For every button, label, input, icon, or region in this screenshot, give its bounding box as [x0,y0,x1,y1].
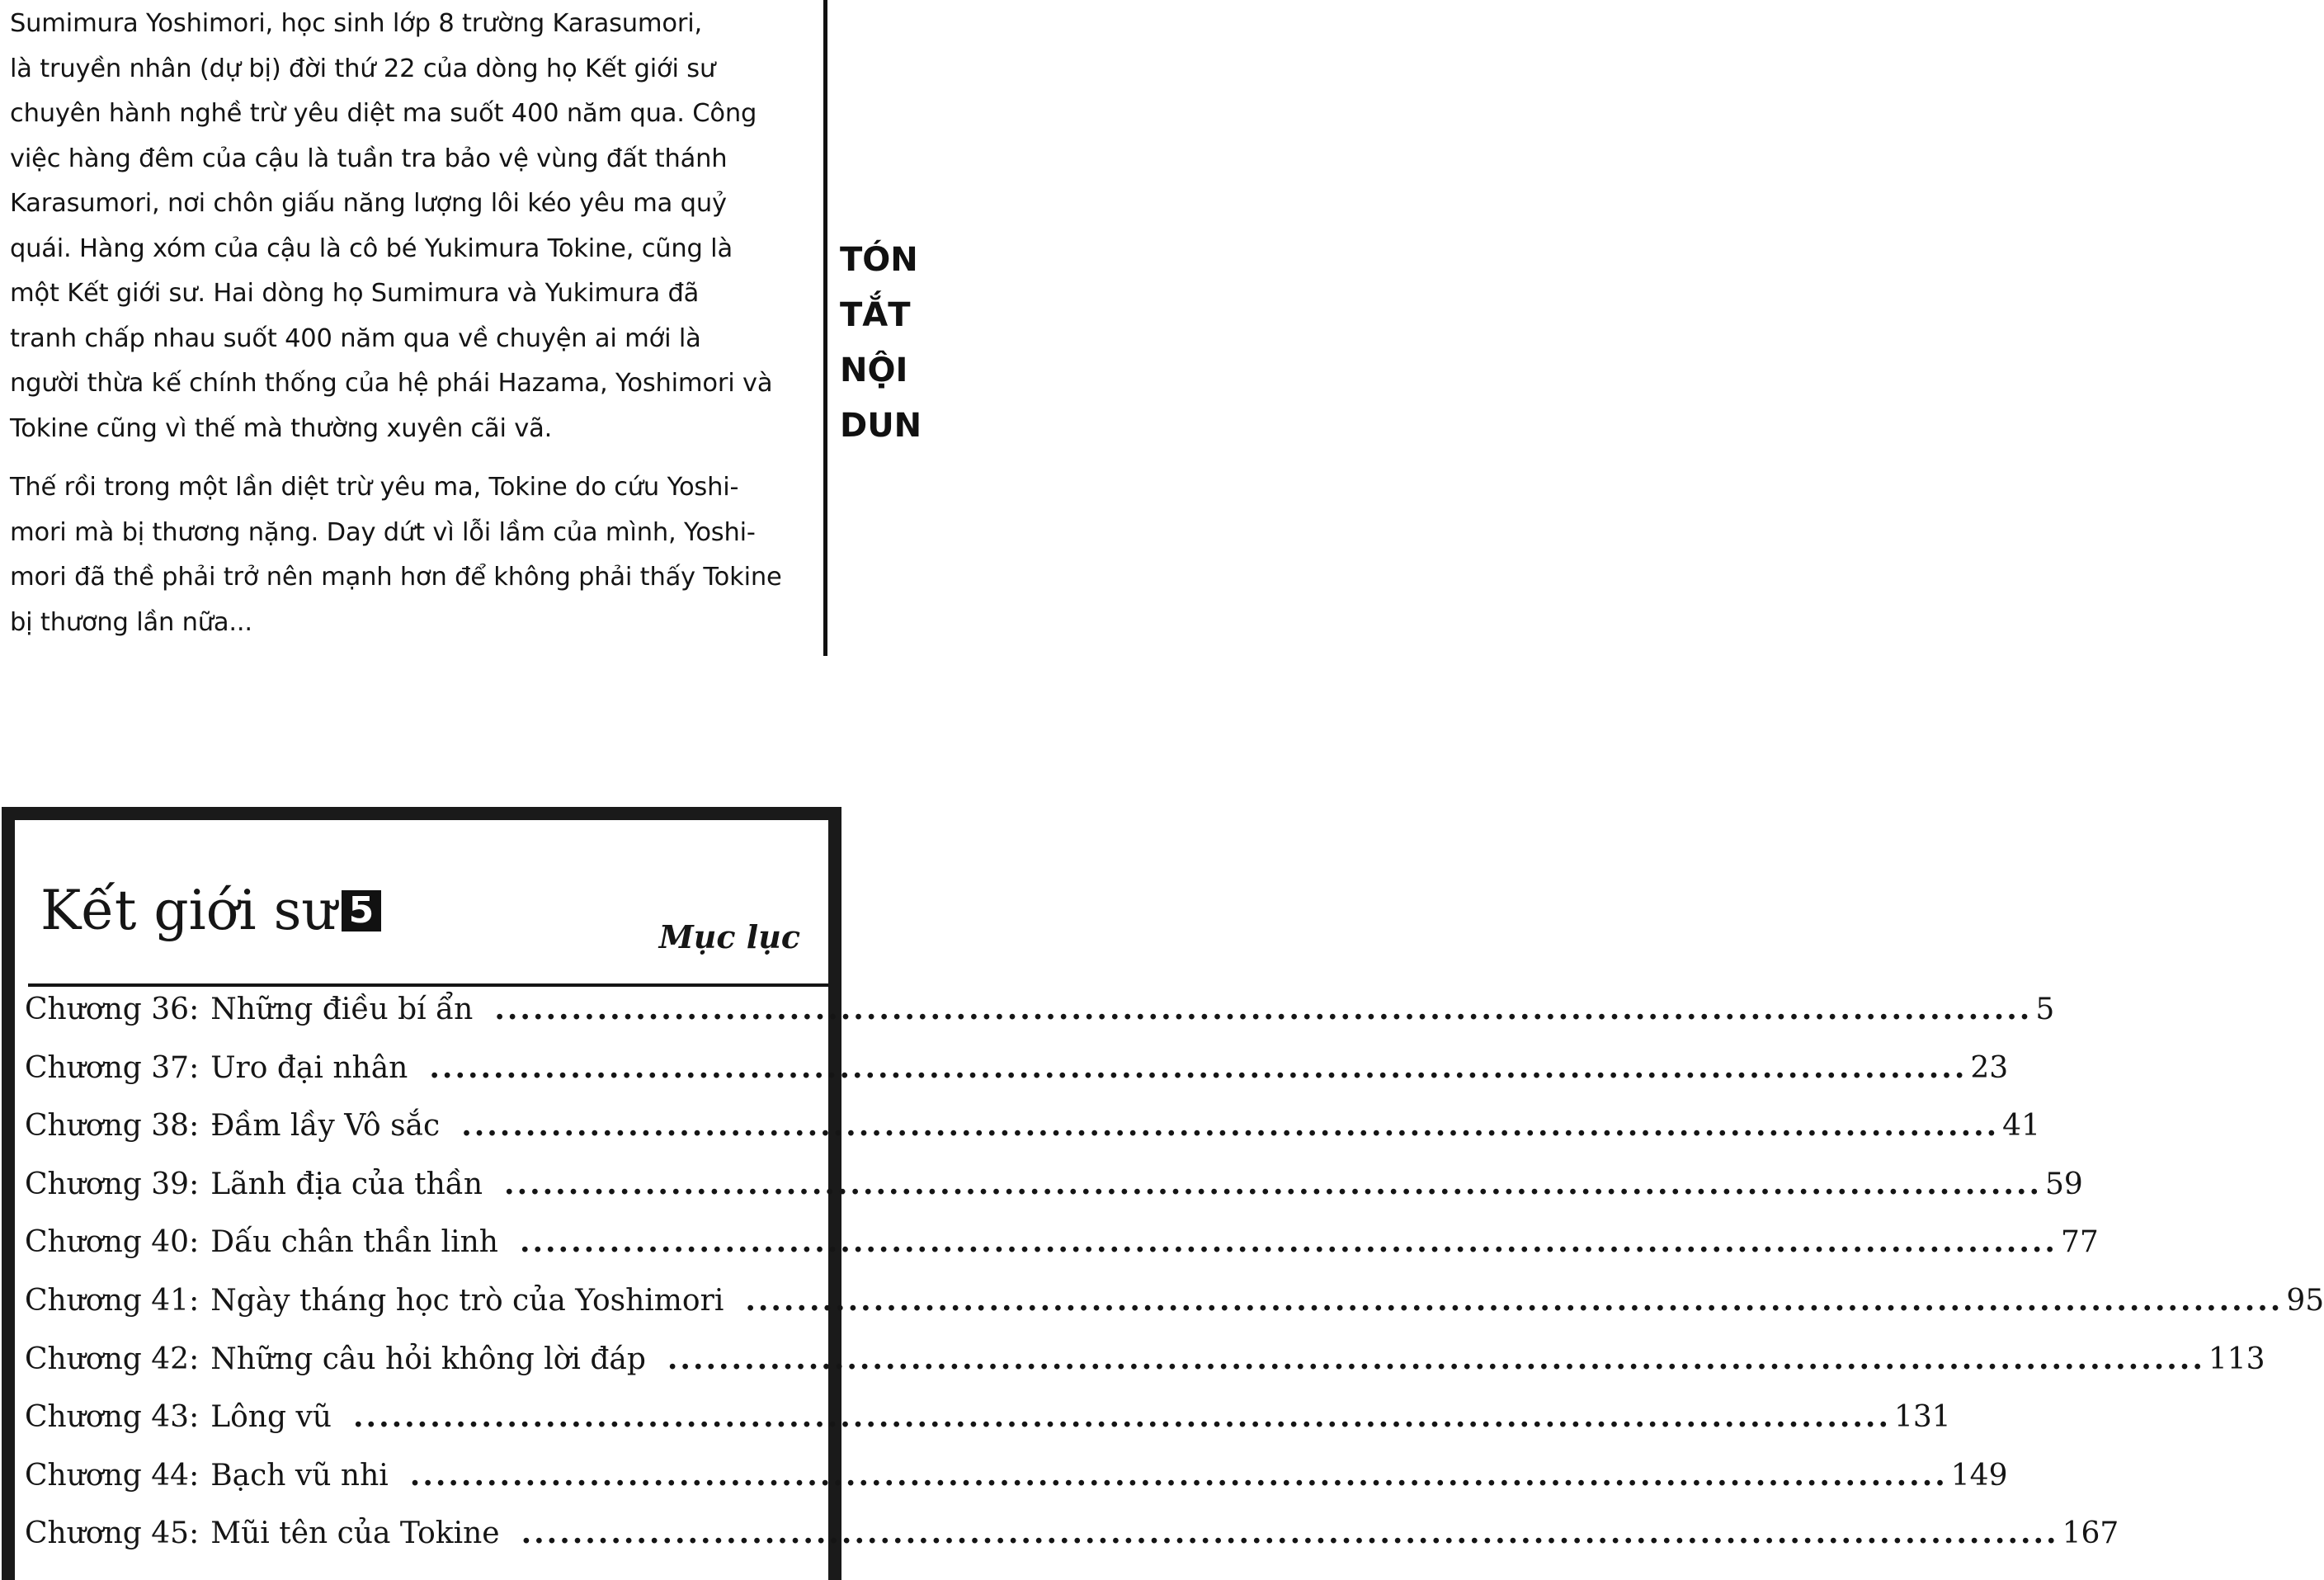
chapter-list [25,992,2324,1574]
chapter-number: Chương 38 [25,1109,190,1144]
chapter-row [25,992,2055,1050]
chapter-number: Chương 37 [25,1050,190,1085]
chapter-page: 59 [2045,1167,2083,1201]
chapter-number: Chương 40 [25,1225,190,1260]
leader-dots [410,1458,1948,1493]
summary-line: tranh chấp nhau suốt 400 năm qua về chuyện ai mới là [10,323,701,353]
chapter-title: Mũi tên của Tokine [210,1516,500,1551]
chapter-title: Ngày tháng học trò của Yoshimori [210,1283,724,1318]
chapter-row [25,1167,2083,1225]
book-title-text: Kết giới sư [40,879,337,942]
chapter-separator: : [189,1400,200,1435]
chapter-separator: : [189,993,200,1026]
summary-line: Thế rồi trong một lần diệt trừ yêu ma, Tokine do cứu Yoshi- [10,473,739,502]
side-heading-line: NỘI [840,351,908,389]
chapter-separator: : [189,1342,200,1376]
summary-line: mori đã thề phải trở nên mạnh hơn để không phải thấy Tokine [10,563,782,592]
chapter-page: 113 [2208,1342,2265,1376]
chapter-title: Những câu hỏi không lời đáp [210,1342,646,1376]
chapter-page: 167 [2062,1516,2119,1551]
summary-paragraph-1 [10,2,823,451]
leader-dots [504,1167,2042,1201]
chapter-title: Uro đại nhân [210,1050,408,1085]
leader-dots [521,1516,2059,1550]
chapter-title: Lông vũ [210,1400,332,1435]
summary-line: bị thương lần nữa... [10,607,252,637]
chapter-number: Chương 41 [25,1283,190,1318]
summary-paragraph-2 [10,465,823,645]
summary-line: là truyền nhân (dự bị) đời thứ 22 của dòng họ Kết giới sư [10,54,716,83]
side-heading-line: TÓN [840,241,918,279]
summary-line: Karasumori, nơi chôn giấu năng lượng lôi kéo yêu ma quỷ [10,189,727,218]
chapter-number: Chương 45 [25,1516,190,1551]
toc-heading: Mục lục [658,918,800,955]
chapter-row [25,1516,2119,1574]
book-title [40,878,381,944]
summary-line: một Kết giới sư. Hai dòng họ Sumimura và Yukimura đã [10,279,700,308]
table-of-contents [2,807,2324,1580]
summary-line: mori mà bị thương nặng. Day dứt vì lỗi lầm của mình, Yoshi- [10,517,756,547]
side-heading-line: DUN [840,407,922,445]
chapter-page: 41 [2002,1109,2040,1144]
leader-dots [353,1399,1891,1434]
chapter-number: Chương 39 [25,1167,190,1201]
chapter-row [25,1108,2040,1167]
chapter-title: Bạch vũ nhi [210,1458,389,1493]
chapter-separator: : [189,1109,200,1144]
chapter-number: Chương 42 [25,1342,190,1376]
summary-line: Sumimura Yoshimori, học sinh lớp 8 trường Karasumori, [10,9,702,38]
side-heading-line: TẮT [840,296,911,334]
leader-dots [520,1224,2058,1259]
chapter-page: 131 [1893,1400,1951,1435]
leader-dots [494,992,2032,1026]
chapter-row [25,1399,1951,1458]
chapter-row [25,1224,2099,1283]
story-summary [10,2,823,645]
chapter-page: 149 [1950,1458,2008,1493]
chapter-title: Dấu chân thần linh [210,1225,498,1260]
chapter-number: Chương 36 [25,993,190,1026]
chapter-separator: : [189,1225,200,1260]
leader-dots [461,1108,1999,1143]
chapter-page: 77 [2060,1225,2099,1260]
chapter-number: Chương 43 [25,1400,190,1435]
volume-badge: 5 [342,890,381,931]
leader-dots [745,1283,2283,1318]
summary-line: chuyên hành nghề trừ yêu diệt ma suốt 400 năm qua. Công [10,99,757,128]
chapter-separator: : [189,1283,200,1318]
toc-rule [28,983,828,987]
chapter-row [25,1342,2265,1400]
chapter-separator: : [189,1050,200,1085]
vertical-divider [823,0,827,656]
chapter-title: Những điều bí ẩn [210,993,474,1026]
chapter-separator: : [189,1167,200,1201]
chapter-number: Chương 44 [25,1458,190,1493]
chapter-page: 23 [1970,1050,2009,1085]
summary-line: người thừa kế chính thống của hệ phái Hazama, Yoshimori và [10,369,773,398]
chapter-row [25,1458,2008,1516]
chapter-row [25,1283,2324,1342]
summary-line: việc hàng đêm của cậu là tuần tra bảo vệ vùng đất thánh [10,144,728,173]
chapter-row [25,1050,2009,1109]
summary-line: Tokine cũng vì thế mà thường xuyên cãi vã. [10,413,553,443]
side-heading [840,233,922,454]
chapter-separator: : [189,1516,200,1551]
chapter-title: Đầm lầy Vô sắc [210,1109,441,1144]
summary-line: quái. Hàng xóm của cậu là cô bé Yukimura Tokine, cũng là [10,233,733,263]
leader-dots [667,1342,2205,1376]
chapter-separator: : [189,1458,200,1493]
chapter-page: 5 [2035,993,2055,1026]
leader-dots [429,1050,1967,1085]
chapter-title: Lãnh địa của thần [210,1167,483,1201]
chapter-page: 95 [2286,1283,2324,1318]
